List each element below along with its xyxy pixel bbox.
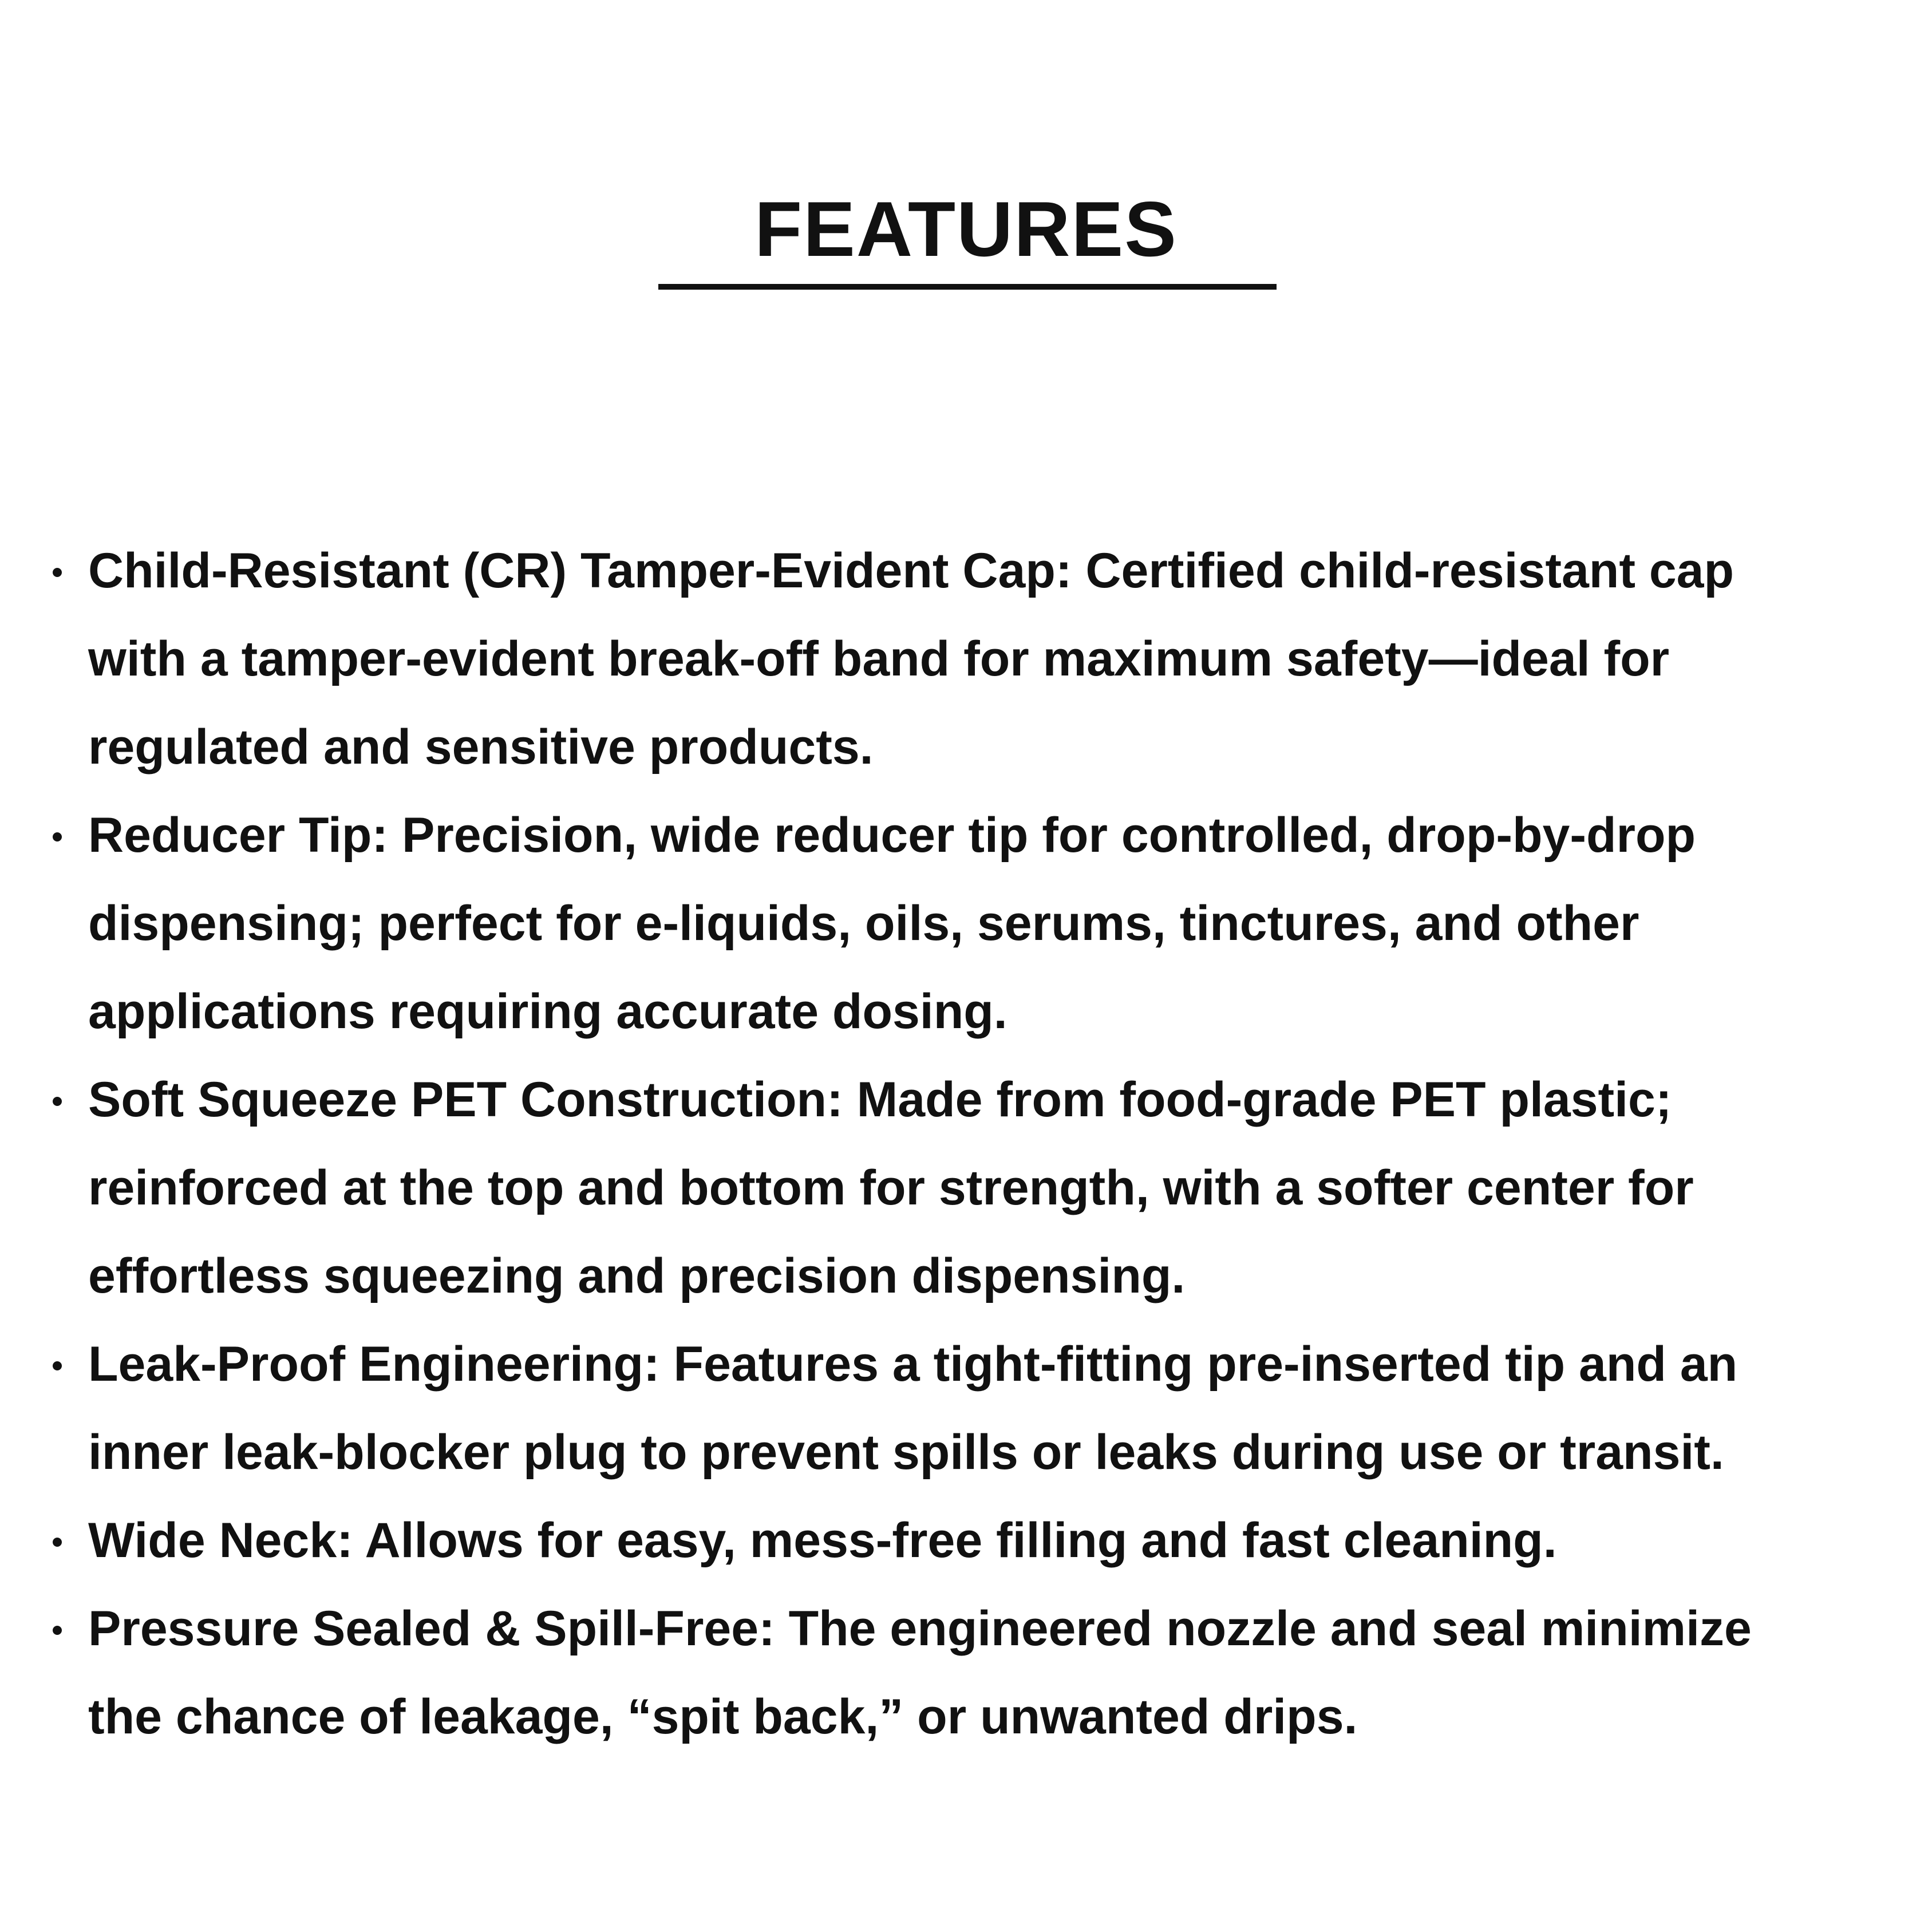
feature-list xyxy=(50,527,1928,1761)
feature-line: effortless squeezing and precision dispensing. xyxy=(88,1249,1186,1303)
feature-line: inner leak-blocker plug to prevent spills or leaks during use or transit. xyxy=(88,1425,1724,1480)
bullet-icon xyxy=(53,1097,62,1106)
feature-item-pressure-sealed xyxy=(50,1585,1928,1761)
feature-line: Pressure Sealed & Spill-Free: The engineered nozzle and seal minimize xyxy=(88,1601,1752,1656)
feature-item-child-resistant-cap xyxy=(50,527,1928,791)
feature-line: with a tamper-evident break-off band for maximum safety—ideal for xyxy=(88,631,1670,686)
feature-item-pet-construction xyxy=(50,1056,1928,1320)
feature-line: reinforced at the top and bottom for strength, with a softer center for xyxy=(88,1160,1694,1215)
heading-area xyxy=(0,183,1932,275)
bullet-icon xyxy=(53,1361,62,1370)
page-title: FEATURES xyxy=(754,185,1178,272)
feature-line: regulated and sensitive products. xyxy=(88,720,874,775)
feature-line: Wide Neck: Allows for easy, mess-free filling and fast cleaning. xyxy=(88,1513,1557,1568)
feature-line: Leak-Proof Engineering: Features a tight-fitting pre-inserted tip and an xyxy=(88,1337,1738,1392)
bullet-icon xyxy=(53,1538,62,1547)
feature-line: applications requiring accurate dosing. xyxy=(88,984,1008,1039)
feature-line: Reducer Tip: Precision, wide reducer tip for controlled, drop-by-drop xyxy=(88,808,1696,863)
title-underline xyxy=(658,284,1277,290)
bullet-icon xyxy=(53,1626,62,1635)
bullet-icon xyxy=(53,568,62,577)
feature-line: dispensing; perfect for e-liquids, oils, serums, tinctures, and other xyxy=(88,896,1639,951)
feature-line: Child-Resistant (CR) Tamper-Evident Cap: Certified child-resistant cap xyxy=(88,543,1735,598)
feature-item-reducer-tip xyxy=(50,791,1928,1056)
feature-item-wide-neck xyxy=(50,1496,1928,1585)
bullet-icon xyxy=(53,832,62,841)
feature-item-leak-proof xyxy=(50,1320,1928,1496)
feature-line: Soft Squeeze PET Construction: Made from food-grade PET plastic; xyxy=(88,1072,1672,1127)
feature-line: the chance of leakage, “spit back,” or unwanted drips. xyxy=(88,1689,1358,1744)
